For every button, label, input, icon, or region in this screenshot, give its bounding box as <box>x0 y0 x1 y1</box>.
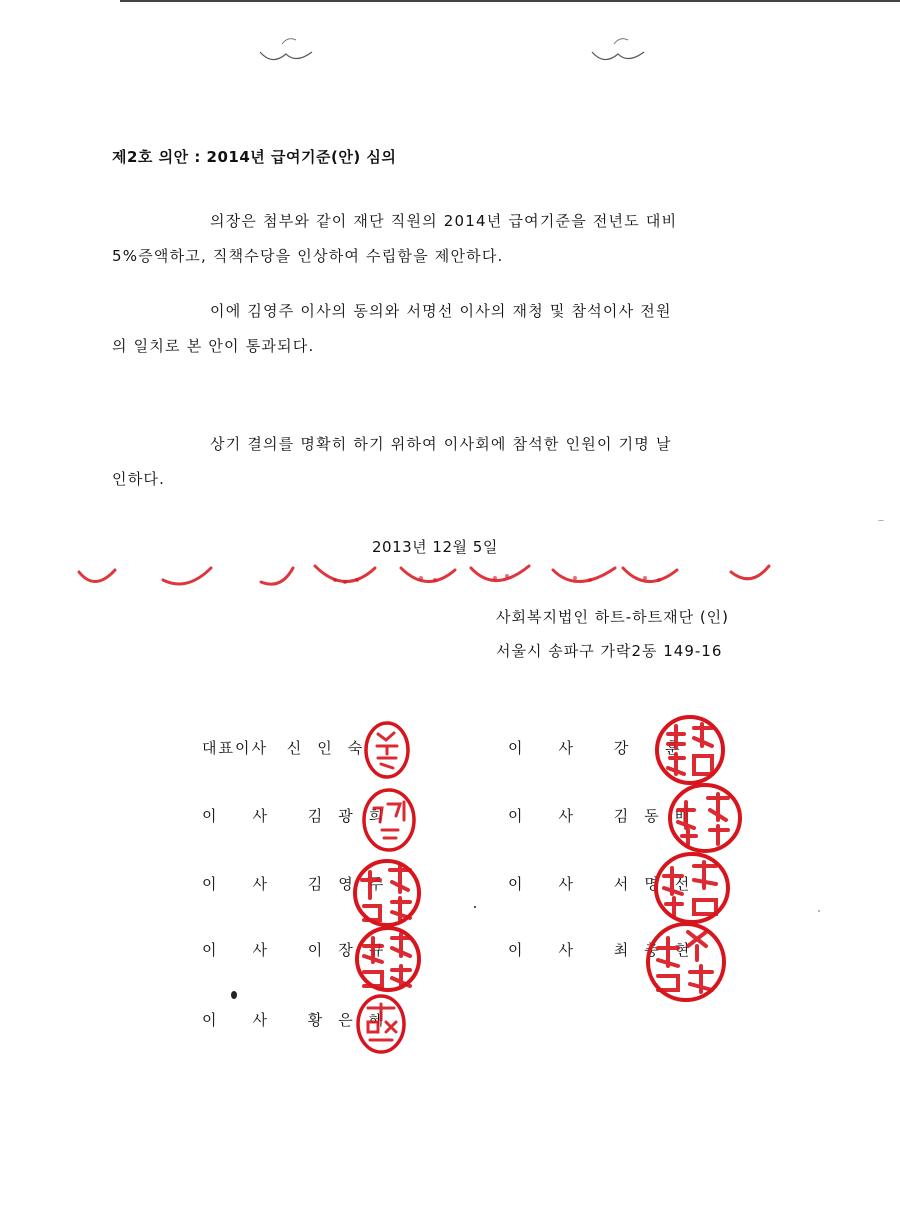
signatory-name: 강 훈 <box>613 739 696 757</box>
signatory-name: 김광희 <box>307 807 400 825</box>
scan-speck <box>231 991 237 999</box>
personal-seal-stamp <box>654 712 726 788</box>
paragraph-line: 5%증액하고, 직책수당을 인상하여 수립함을 제안하다. <box>112 247 504 265</box>
agenda-heading: 제2호 의안 : 2014년 급여기준(안) 심의 <box>112 148 397 166</box>
signatory-role: 대표이사 <box>202 739 268 757</box>
punch-hole-mark-right <box>584 30 654 70</box>
punch-hole-mark-left <box>252 30 322 70</box>
scan-top-edge <box>120 0 900 2</box>
signatory-role: 이사 <box>202 807 303 825</box>
personal-seal-stamp <box>354 992 408 1056</box>
scan-speck <box>818 910 820 912</box>
signatory-name: 이장규 <box>307 941 400 959</box>
paragraph-line: 인하다. <box>112 470 166 488</box>
personal-seal-stamp <box>354 924 422 994</box>
scan-speck <box>474 906 476 908</box>
organization-address: 서울시 송파구 가락2동 149-16 <box>496 642 723 660</box>
signatory-name: 서명선 <box>613 875 706 893</box>
signatory-name: 김동배 <box>613 807 706 825</box>
signatory-left-1 <box>202 738 378 758</box>
signatory-role: 이사 <box>508 807 609 825</box>
signatory-name: 신인숙 <box>286 739 379 757</box>
signatory-role: 이사 <box>508 739 609 757</box>
organization-name: 사회복지법인 하트-하트재단 (인) <box>496 608 730 626</box>
signatory-role: 이사 <box>508 941 609 959</box>
signatory-role: 이사 <box>508 875 609 893</box>
personal-seal-stamp <box>652 850 732 926</box>
signatory-name: 김영주 <box>307 875 400 893</box>
signatory-name: 최충현 <box>613 941 706 959</box>
page-join-seal-marks <box>75 562 785 600</box>
personal-seal-stamp <box>644 920 728 1004</box>
signatory-role: 이사 <box>202 875 303 893</box>
meeting-date: 2013년 12월 5일 <box>372 538 498 556</box>
scan-speck <box>878 520 884 521</box>
personal-seal-stamp <box>360 786 418 854</box>
paragraph-line: 이에 김영주 이사의 동의와 서명선 이사의 재청 및 참석이사 전원 <box>210 302 672 320</box>
personal-seal-stamp <box>362 720 412 780</box>
paragraph-line: 의장은 첨부와 같이 재단 직원의 2014년 급여기준을 전년도 대비 <box>210 212 678 230</box>
personal-seal-stamp <box>666 780 744 856</box>
paragraph-line: 상기 결의를 명확히 하기 위하여 이사회에 참석한 인원이 기명 날 <box>210 435 672 453</box>
paragraph-line: 의 일치로 본 안이 통과되다. <box>112 337 315 355</box>
agenda-paragraph-proposal <box>112 204 784 274</box>
personal-seal-stamp <box>352 856 422 930</box>
signatory-name: 황은혜 <box>307 1011 400 1029</box>
agenda-paragraph-signing <box>112 427 784 497</box>
signatory-role: 이사 <box>202 941 303 959</box>
agenda-paragraph-resolution <box>112 294 784 364</box>
signatory-role: 이사 <box>202 1011 303 1029</box>
